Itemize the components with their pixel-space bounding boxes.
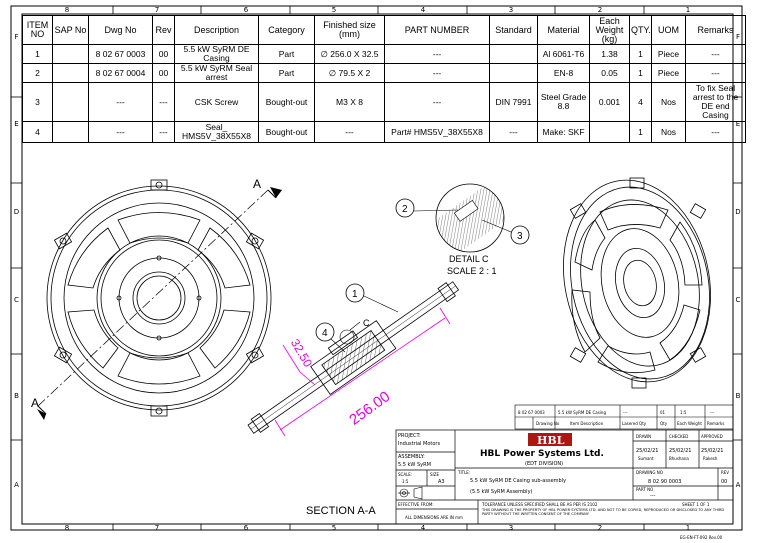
table-row	[23, 64, 746, 83]
bom-cell-dwg: 8 02 67 0004	[89, 64, 153, 83]
bom-cell-dwg: 8 02 67 0003	[89, 45, 153, 64]
part-no-label: PART NO	[636, 487, 654, 492]
size-value: A3	[438, 479, 445, 485]
title-line-1: 5.5 kW SyRM DE Casing sub-assembly	[470, 478, 567, 484]
bom-cell-qty: 1	[630, 64, 652, 83]
rev-strip-h5: Each Weight	[677, 421, 702, 426]
part-no-value: ---	[650, 493, 656, 499]
bom-cell-uom: Piece	[652, 45, 686, 64]
bom-cell-size: M3 X 8	[315, 83, 385, 122]
approved-label: APPROVED	[701, 434, 723, 439]
rev-strip-h6: Remarks	[707, 421, 725, 426]
dwg-no-label: DRAWING NO	[636, 470, 663, 475]
zone-bottom-1: 1	[685, 524, 691, 532]
zone-top-1: 1	[685, 6, 691, 14]
zone-top-7: 7	[154, 6, 160, 14]
bom-cell-category: Bought-out	[259, 83, 315, 122]
bom-header-standard: Standard	[490, 16, 538, 45]
bom-cell-standard	[490, 45, 538, 64]
checked-date: 25/02/21	[669, 448, 692, 454]
zone-right-a: A	[735, 481, 741, 489]
balloon-1-label: 1	[352, 289, 358, 300]
bom-cell-remarks: ---	[686, 122, 746, 143]
confidential-note: THIS DRAWING IS THE PROPERTY OF HBL POWER SYSTEMS LTD. AND NOT TO BE COPIED, REPRODUCED OR DISCLOSED TO ANY THIRD PARTY WITHOUT THE WRITTEN CONSENT OF THE COMPANY	[482, 508, 725, 516]
title-label: TITLE:	[458, 470, 471, 475]
rev-value: 00	[721, 479, 728, 485]
zone-left-a: A	[14, 481, 19, 489]
bom-cell-sap	[53, 122, 89, 143]
bom-cell-category: Bought-out	[259, 122, 315, 143]
bom-cell-weight	[590, 122, 630, 143]
bom-cell-standard: ---	[490, 122, 538, 143]
bom-cell-description: 5.5 kW SyRM Seal arrest	[175, 64, 259, 83]
bom-cell-item: 4	[23, 122, 53, 143]
balloon-4	[316, 323, 345, 352]
zone-top-8: 8	[64, 6, 70, 14]
rev-label: REV	[721, 470, 730, 475]
bom-cell-size: ∅ 256.0 X 32.5	[315, 45, 385, 64]
bom-header-item: ITEM NO	[23, 16, 53, 45]
rev-strip-c4: 01	[660, 410, 666, 415]
company-name: HBL Power Systems Ltd.	[480, 449, 604, 459]
bom-header-part-number: PART NUMBER	[385, 16, 490, 45]
bom-header-material: Material	[538, 16, 590, 45]
front-view	[47, 180, 271, 416]
bom-cell-item: 1	[23, 45, 53, 64]
isometric-view	[545, 166, 728, 395]
bom-cell-uom: Nos	[652, 83, 686, 122]
bom-cell-material: Al 6061-T6	[538, 45, 590, 64]
tolerance-header: TOLERANCE UNLESS SPECIFIED SHALL BE AS PER IS 2102	[482, 502, 598, 507]
balloon-4-label: 4	[322, 328, 328, 339]
bom-cell-material: Make: SKF	[538, 122, 590, 143]
bom-cell-material: Steel Grade 8.8	[538, 83, 590, 122]
bom-cell-description: CSK Screw	[175, 83, 259, 122]
bom-header-description: Description	[175, 16, 259, 45]
projection-symbol-icon	[398, 487, 422, 499]
zone-left-d: D	[13, 208, 20, 216]
effective-from-label: EFFECTIVE FROM:	[398, 502, 434, 507]
zone-right-f: F	[735, 33, 741, 41]
sheet-label: SHEET 1 OF 1	[682, 502, 710, 507]
assembly-value: 5.5 kW SyRM	[398, 462, 431, 468]
bom-cell-part-number: ---	[385, 45, 490, 64]
front-view-lugs	[54, 180, 263, 416]
approved-date: 25/02/21	[701, 448, 724, 454]
rev-strip-h3: Lasered Qty	[622, 421, 647, 426]
zone-top-6: 6	[243, 6, 249, 14]
rev-strip-c2: 5.5 kW SyRM DE Casing	[558, 410, 606, 415]
dimension-256-label: 256.00	[346, 388, 394, 429]
division: (EDT DIVISION)	[525, 461, 564, 467]
bom-cell-sap	[53, 83, 89, 122]
balloon-2-label: 2	[402, 204, 408, 215]
title-line-2: (5.5 kW SyRM Assembly)	[470, 489, 533, 495]
bom-cell-remarks: ---	[686, 45, 746, 64]
bom-cell-sap	[53, 64, 89, 83]
balloon-1	[346, 284, 398, 312]
bom-cell-part-number: Part# HMS5V_38X55X8	[385, 122, 490, 143]
bom-cell-qty: 1	[630, 122, 652, 143]
drawn-label: DRAWN	[636, 434, 652, 439]
bom-cell-category: Part	[259, 45, 315, 64]
bom-cell-qty: 1	[630, 45, 652, 64]
rev-strip-h4: Qty	[660, 421, 668, 426]
bom-header-dwg: Dwg No	[89, 16, 153, 45]
zone-bottom-8: 8	[64, 524, 70, 532]
bom-cell-rev: ---	[153, 83, 175, 122]
bom-cell-weight: 1.38	[590, 45, 630, 64]
dimension-32-label: 32.50	[287, 336, 316, 370]
bom-cell-size: ---	[315, 122, 385, 143]
project-label: PROJECT:	[398, 433, 421, 439]
bom-cell-part-number: ---	[385, 83, 490, 122]
footer-code: EG-EN-FT-092 Rev.00	[680, 535, 723, 540]
section-label-top: A	[253, 177, 262, 191]
bom-header-weight: Each Weight (kg)	[590, 16, 630, 45]
bom-cell-uom: Nos	[652, 122, 686, 143]
dwg-no-value: 8 02 90 0003	[648, 479, 682, 485]
bom-cell-standard: DIN 7991	[490, 83, 538, 122]
bom-cell-remarks: To fix Seal arrest to the DE end Casing	[686, 83, 746, 122]
zone-bottom-4: 4	[420, 524, 426, 532]
table-row	[23, 45, 746, 64]
bom-header-uom: UOM	[652, 16, 686, 45]
logo-text: HBL	[537, 434, 565, 447]
rev-strip-c1: 8 02 67 0003	[518, 410, 545, 415]
bom-cell-uom: Piece	[652, 64, 686, 83]
detail-c-letter: C	[363, 318, 370, 328]
zone-top-2: 2	[597, 6, 603, 14]
zone-top-4: 4	[420, 6, 426, 14]
rev-strip-c6: ---	[710, 410, 715, 415]
zone-top-5: 5	[331, 6, 337, 14]
bom-cell-weight: 0.05	[590, 64, 630, 83]
company-logo	[528, 433, 572, 447]
zone-bottom-2: 2	[597, 524, 603, 532]
zone-top-3: 3	[508, 6, 514, 14]
zone-left-e: E	[14, 120, 19, 128]
zone-right-b: B	[735, 392, 741, 400]
approved-name: Rakesh	[703, 456, 718, 461]
zone-left-f: F	[14, 33, 19, 41]
table-row	[23, 122, 746, 143]
confidential-note-box	[482, 508, 732, 524]
detail-c-view	[396, 183, 529, 256]
bom-cell-item: 2	[23, 64, 53, 83]
bom-cell-rev: 00	[153, 64, 175, 83]
zone-left-b: B	[14, 392, 19, 400]
project-value: Industrial Motors	[398, 441, 441, 447]
bom-header-rev: Rev	[153, 16, 175, 45]
section-line	[37, 187, 282, 420]
bom-header-remarks: Remarks	[686, 16, 746, 45]
bom-cell-description: Seal_ HMS5V_38X55X8	[175, 122, 259, 143]
scale-label: SCALE:	[398, 472, 413, 477]
bom-cell-rev: 00	[153, 45, 175, 64]
drawn-name: Sumant	[638, 456, 654, 461]
bom-cell-dwg: ---	[89, 83, 153, 122]
zone-right-e: E	[735, 120, 741, 128]
zone-bottom-5: 5	[331, 524, 337, 532]
bom-cell-standard	[490, 64, 538, 83]
bom-cell-description: 5.5 kW SyRM DE Casing	[175, 45, 259, 64]
detail-title: DETAIL C	[449, 254, 489, 264]
zone-bottom-3: 3	[508, 524, 514, 532]
zone-right-d: D	[735, 208, 741, 216]
bom-cell-part-number: ---	[385, 64, 490, 83]
bom-cell-remarks: ---	[686, 64, 746, 83]
zone-right-c: C	[735, 296, 741, 304]
rev-strip-h1: Drawing No	[536, 421, 560, 426]
bom-header-size: Finished size (mm)	[315, 16, 385, 45]
zone-left-c: C	[14, 296, 19, 304]
bom-header-category: Category	[259, 16, 315, 45]
section-label-bottom: A	[31, 396, 40, 410]
dimensions-note: ALL DIMENSIONS ARE IN mm	[405, 515, 463, 520]
bom-cell-dwg: ---	[89, 122, 153, 143]
section-title: SECTION A-A	[306, 505, 376, 517]
rev-strip-c5: 1:5	[680, 410, 687, 415]
detail-scale: SCALE 2 : 1	[447, 266, 497, 276]
bom-cell-sap	[53, 45, 89, 64]
bom-cell-qty: 4	[630, 83, 652, 122]
checked-label: CHECKED	[669, 434, 689, 439]
bom-cell-category: Part	[259, 64, 315, 83]
zone-bottom-7: 7	[154, 524, 160, 532]
drawn-date: 25/02/21	[636, 448, 659, 454]
bill-of-materials	[22, 15, 746, 143]
checked-name: Bhushana	[669, 456, 689, 461]
front-view-windows	[68, 213, 250, 385]
balloon-3-label: 3	[517, 231, 523, 242]
scale-value: 1:5	[402, 479, 409, 484]
bom-header-row	[23, 16, 746, 45]
size-label: SIZE	[430, 472, 439, 477]
rev-strip-c3: ---	[623, 410, 628, 415]
rev-strip-h2: Item Description	[570, 421, 604, 426]
bom-cell-rev: ---	[153, 122, 175, 143]
zone-bottom-6: 6	[243, 524, 249, 532]
bom-cell-material: EN-8	[538, 64, 590, 83]
assembly-label: ASSEMBLY:	[398, 454, 425, 460]
bom-cell-size: ∅ 79.5 X 2	[315, 64, 385, 83]
table-row	[23, 83, 746, 122]
bom-header-sap: SAP No	[53, 16, 89, 45]
bom-cell-item: 3	[23, 83, 53, 122]
bom-cell-weight: 0.001	[590, 83, 630, 122]
bom-header-qty: QTY.	[630, 16, 652, 45]
